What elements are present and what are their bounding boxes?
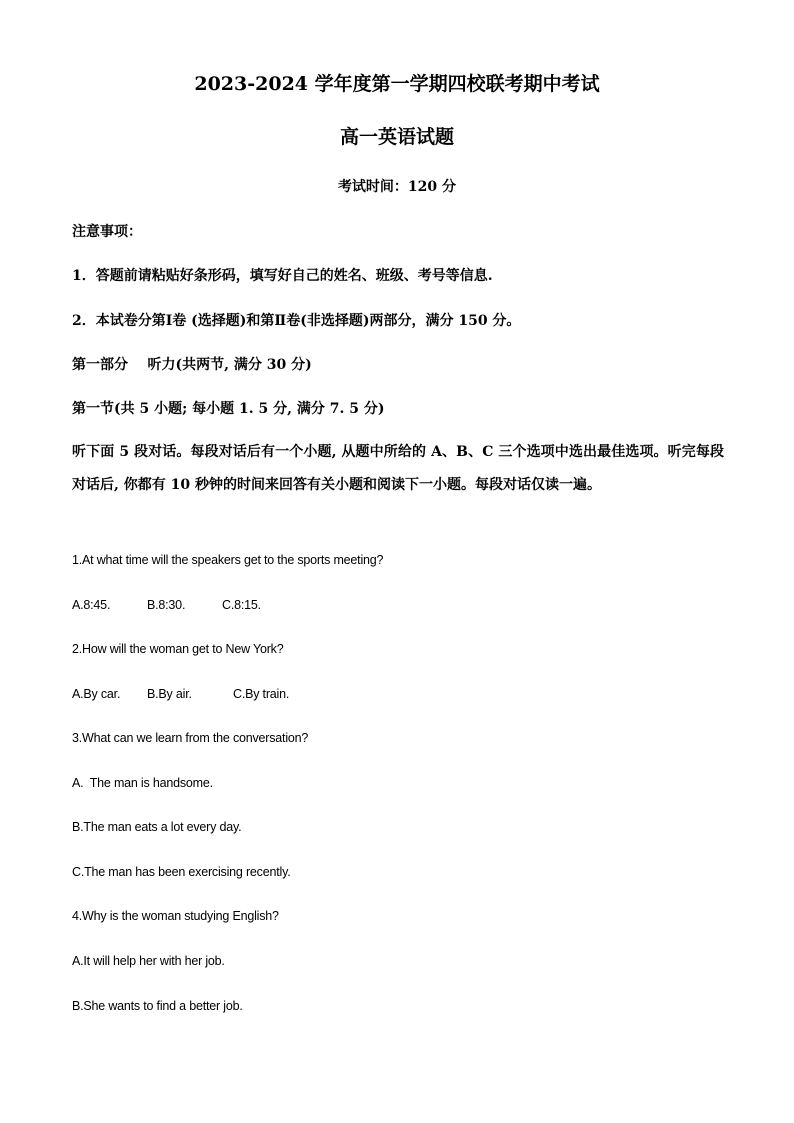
notes-heading: 注意事项： <box>72 224 142 240</box>
question-1-stem: 1.At what time will the speakers get to the sports meeting? <box>72 553 384 567</box>
question-1-option-b: B.8:30. <box>147 598 186 612</box>
question-2-stem: 2.How will the woman get to New York? <box>72 642 284 656</box>
exam-title: 2023-2024 学年度第一学期四校联考期中考试 <box>194 73 600 95</box>
question-1-options <box>72 596 261 614</box>
question-4-stem: 4.Why is the woman studying English? <box>72 909 279 923</box>
question-3-stem: 3.What can we learn from the conversation? <box>72 731 309 745</box>
note-item-2: 2．本试卷分第Ⅰ卷 (选择题)和第Ⅱ卷(非选择题)两部分，满分 150 分。 <box>72 313 521 329</box>
question-2-option-a: A.By car. <box>72 687 121 701</box>
exam-subtitle: 高一英语试题 <box>339 126 454 148</box>
question-3-option-c: C.The man has been exercising recently. <box>72 865 291 879</box>
section1-heading: 第一节(共 5 小题; 每小题 1. 5 分, 满分 7. 5 分) <box>72 401 385 417</box>
question-3-option-b: B.The man eats a lot every day. <box>72 820 242 834</box>
question-4-option-b: B.She wants to find a better job. <box>72 999 243 1013</box>
listening-instructions: 听下面 5 段对话。每段对话后有一个小题, 从题中所给的 A、B、C 三个选项中选出最佳选项。听完每段对话后, 你都有 10 秒钟的时间来回答有关小题和阅读下一小题。每段对话仅读一遍。 <box>72 444 724 493</box>
note-item-1: 1．答题前请粘贴好条形码，填写好自己的姓名、班级、考号等信息. <box>72 268 493 284</box>
part1-heading: 第一部分 听力(共两节, 满分 30 分) <box>72 357 312 373</box>
question-4-option-a: A.It will help her with her job. <box>72 954 225 968</box>
question-3-option-a: A. The man is handsome. <box>72 776 213 790</box>
question-2-options <box>72 685 289 703</box>
question-2-option-b: B.By air. <box>147 687 192 701</box>
question-2-option-c: C.By train. <box>233 687 290 701</box>
question-1-option-c: C.8:15. <box>222 598 261 612</box>
question-1-option-a: A.8:45. <box>72 598 111 612</box>
exam-time: 考试时间：120 分 <box>337 179 457 195</box>
